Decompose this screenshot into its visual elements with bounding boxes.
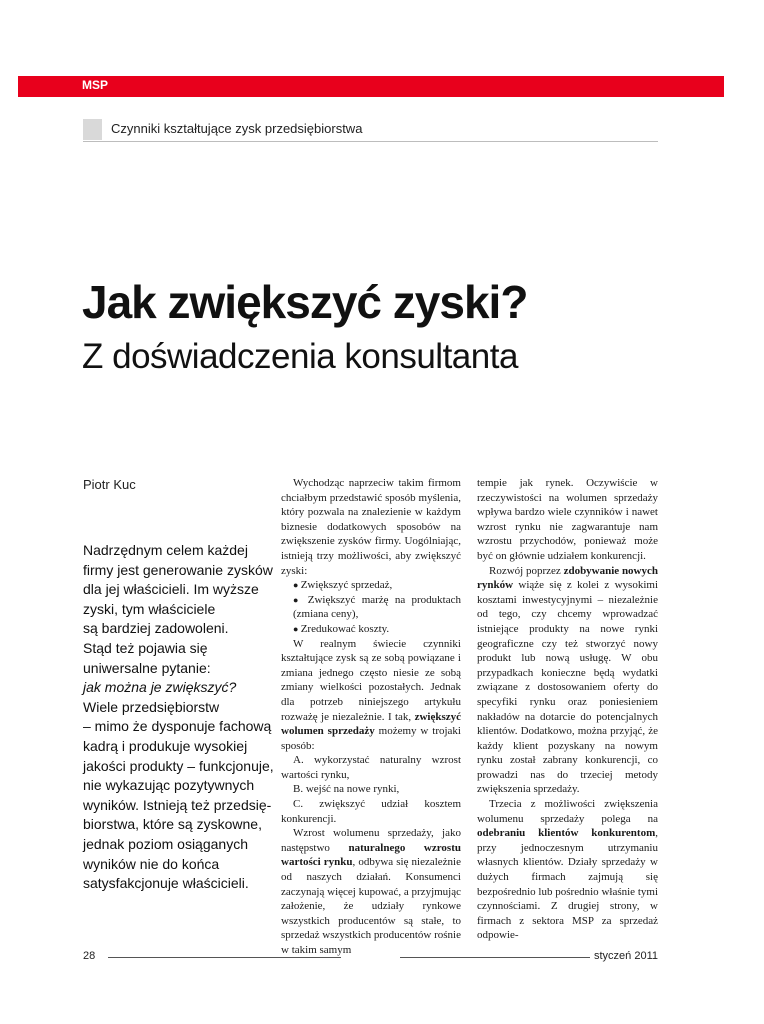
text-run: Wzrost wolumenu sprzedaży, jako następstwo bbox=[281, 827, 461, 854]
lead-line: biorstwa, które są zyskowne, bbox=[83, 816, 262, 833]
footer-rule bbox=[400, 957, 590, 958]
body-paragraph bbox=[477, 564, 658, 798]
lead-line: zyski, tym właściciele bbox=[83, 600, 216, 617]
body-paragraph bbox=[281, 826, 461, 957]
bold-phrase: zdobywanie nowych rynków bbox=[477, 564, 659, 592]
section-header bbox=[83, 119, 658, 142]
body-paragraph: tempie jak rynek. Oczywiście w rzeczywistości na wolumen sprzedaży wpływa bardzo wiele czynników i nawet wzrost rynku nie zagwarantuje nam wzrostu przychodów, ponieważ może być on głównie udziałem konkurencji. bbox=[477, 477, 658, 562]
bold-phrase: zwiększyć wolumen sprzedaży bbox=[281, 710, 462, 738]
section-title: Czynniki kształtujące zysk przedsiębiorstwa bbox=[111, 121, 363, 136]
body-paragraph bbox=[281, 637, 461, 754]
author-name: Piotr Kuc bbox=[83, 477, 136, 492]
text-run: Trzecia z możliwości zwiększenia wolumenu sprzedaży polega na bbox=[477, 798, 658, 825]
bullet-item: ● Zwiększyć sprzedaż, bbox=[281, 578, 461, 593]
category-bar bbox=[18, 76, 724, 97]
article-title: Jak zwiększyć zyski? bbox=[82, 276, 528, 328]
lead-line: jakości produkty – funkcjonuje, bbox=[83, 757, 274, 774]
bullet-item: ● Zwiększyć marżę na produktach (zmiana ceny), bbox=[281, 593, 461, 622]
lead-line: firmy jest generowanie zysków bbox=[83, 561, 273, 578]
option-item: B. wejść na nowe rynki, bbox=[293, 783, 400, 796]
lead-line: wyników. Istnieją też przedsię- bbox=[83, 796, 272, 813]
lead-line: nie wykazując pozytywnych bbox=[83, 777, 255, 794]
lead-line: kadrą i produkuje wysokiej bbox=[83, 737, 248, 754]
option-item: A. wykorzystać naturalny wzrost wartości rynku, bbox=[281, 754, 461, 781]
lead-line: uniwersalne pytanie: bbox=[83, 659, 211, 676]
body-column-1 bbox=[281, 476, 461, 958]
article-subtitle: Z doświadczenia konsultanta bbox=[82, 337, 518, 376]
footer-rule bbox=[108, 957, 341, 958]
lead-line: jednak poziom osiąganych bbox=[83, 835, 248, 852]
text-run: możemy w trojaki sposób: bbox=[281, 725, 461, 752]
body-paragraph: Wychodząc naprzeciw takim firmom chciałbym przedstawić sposób myślenia, który pozwala na znalezienie w każdym biznesie dodatkowych sposobów na zwiększenie zysków firmy. Uogólniając, istnieją trzy możliwości, aby zwiększyć zyski: bbox=[281, 477, 461, 577]
option-item: C. zwiększyć udział kosztem konkurencji. bbox=[281, 798, 461, 825]
body-column-2 bbox=[477, 476, 658, 943]
lead-line: Wiele przedsiębiorstw bbox=[83, 698, 220, 715]
lead-paragraph bbox=[83, 541, 273, 894]
text-run: , przy jednoczesnym utrzymaniu własnych klientów. Działy sprzedaży w dużych firmach zajmują się bezpośrednio lub pośrednio właśnie tymi czynnościami. Z drugiej strony, w firmach z sektora MSP za sprzedaż odpowie- bbox=[477, 827, 658, 942]
lead-line: są bardziej zadowoleni. bbox=[83, 620, 229, 637]
lead-line: – mimo że dysponuje fachową bbox=[83, 718, 272, 735]
category-label: MSP bbox=[82, 78, 109, 92]
text-run: W realnym świecie czynniki kształtujące zysk są ze sobą powiązane i zmiana jednego często niesie ze sobą zmiany wielkości pozostałych. Jednak dla potrzeb niniejszego artykułu rozważę je niezależnie. I tak, bbox=[281, 637, 461, 723]
lead-question: jak można je zwiększyć? bbox=[83, 679, 237, 696]
bullet-item: ● Zredukować koszty. bbox=[281, 622, 461, 637]
lead-line: satysfakcjonuje właścicieli. bbox=[83, 875, 249, 892]
body-paragraph bbox=[477, 797, 658, 943]
lead-line: Nadrzędnym celem każdej bbox=[83, 542, 248, 558]
text-run: Rozwój poprzez bbox=[489, 564, 561, 577]
text-run: , odbywa się niezależnie od naszych działań. Konsumenci zaczynają więcej kupować, a przyjmując założenie, że udziały rynkowe wszystkich producentów są stałe, to sprzedaż wszystkich producentów rośnie w takim samym bbox=[281, 856, 461, 956]
bold-phrase: odebraniu klientów konkurentom bbox=[477, 827, 656, 840]
text-run: wiąże się z kolei z wysokimi kosztami inwestycyjnymi – niezależnie od tego, czy chcemy wprowadzać istniejące produkty na nowe rynki geograficzne czy też stworzyć nowy produkt lub nową usługę. W obu przypadkach konieczne będą wydatki związane z dostosowaniem oferty do specyfiki rynku oraz poniesieniem nakładów na dotarcie do potencjalnych klientów. Dodatkowo, można przyjąć, że każdy klient pozyskany na nowym rynku został zabrany konkurencji, co prowadzi nas do trzeciej metody zwiększenia sprzedaży. bbox=[477, 579, 658, 796]
bold-phrase: naturalnego wzrostu wartości rynku bbox=[281, 841, 461, 869]
lead-line: Stąd też pojawia się bbox=[83, 639, 208, 656]
lead-line: wyników nie do końca bbox=[83, 855, 220, 872]
lead-line: dla jej właścicieli. Im wyższe bbox=[83, 581, 259, 598]
page-number: 28 bbox=[83, 950, 96, 962]
issue-date: styczeń 2011 bbox=[593, 950, 658, 962]
section-marker bbox=[83, 119, 102, 140]
